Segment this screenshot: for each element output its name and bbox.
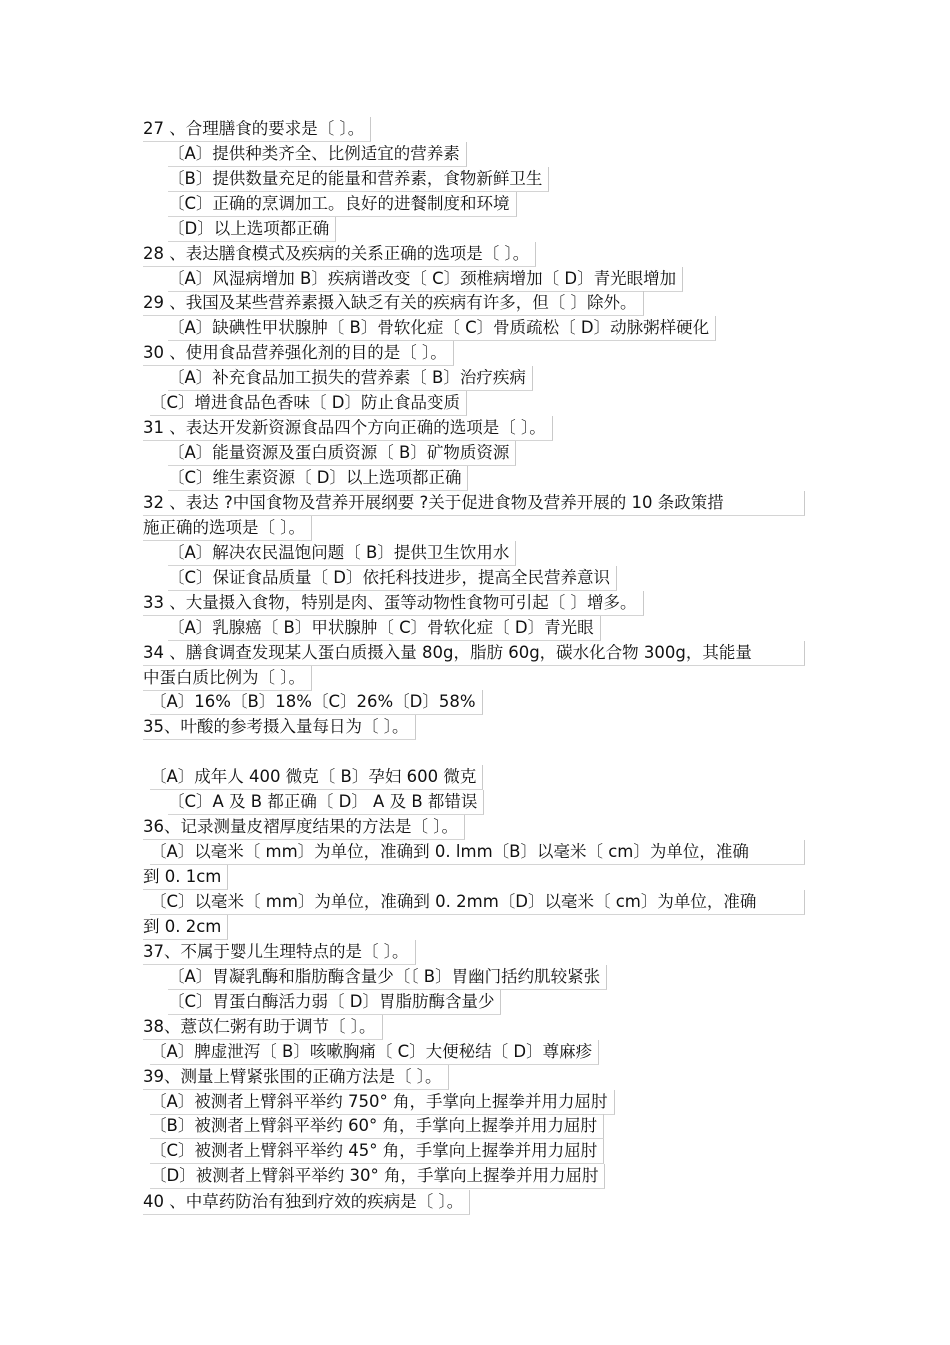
question-33: 33 、大量摄入食物，特别是肉、蛋等动物性食物可引起〔 〕增多。: [143, 591, 644, 616]
question-36: 36、记录测量皮褶厚度结果的方法是〔 〕。: [143, 815, 465, 840]
q39-option-a: 〔A〕被测者上臂斜平举约 750° 角，手掌向上握拳并用力屈肘: [150, 1090, 615, 1115]
q32-options-cd: 〔C〕保证食品质量〔 D〕依托科技进步，提高全民营养意识: [168, 566, 617, 591]
question-38: 38、薏苡仁粥有助于调节〔 〕。: [143, 1015, 383, 1040]
q27-option-c: 〔C〕正确的烹调加工。良好的进餐制度和环境: [168, 192, 517, 217]
q39-option-c: 〔C〕被测者上臂斜平举约 45° 角，手掌向上握拳并用力屈肘: [150, 1139, 604, 1164]
q28-options: 〔A〕风湿病增加 B〕疾病谱改变〔 C〕颈椎病增加〔 D〕青光眼增加: [168, 267, 683, 292]
q32-options-ab: 〔A〕解决农民温饱问题〔 B〕提供卫生饮用水: [168, 541, 516, 566]
question-39: 39、测量上臂紧张围的正确方法是〔 〕。: [143, 1065, 449, 1090]
question-29: 29 、我国及某些营养素摄入缺乏有关的疾病有许多，但〔 〕除外。: [143, 291, 644, 316]
q33-options: 〔A〕乳腺癌〔 B〕甲状腺肿〔 C〕骨软化症〔 D〕青光眼: [168, 616, 601, 641]
question-34: 34 、膳食调查发现某人蛋白质摄入量 80g，脂肪 60g，碳水化合物 300g，其能量: [143, 641, 805, 666]
question-35: 35、叶酸的参考摄入量每日为〔 〕。: [143, 715, 416, 740]
q39-option-d: 〔D〕被测者上臂斜平举约 30° 角，手掌向上握拳并用力屈肘: [150, 1164, 605, 1189]
q37-options-cd: 〔C〕胃蛋白酶活力弱〔 D〕胃脂肪酶含量少: [168, 990, 501, 1015]
q34-options: 〔A〕16%〔B〕18%〔C〕26%〔D〕58%: [150, 690, 483, 715]
question-32: 32 、表达 ?中国食物及营养开展纲要 ?关于促进食物及营养开展的 10 条政策措: [143, 491, 805, 516]
question-27: 27 、合理膳食的要求是〔 〕。: [143, 117, 371, 142]
question-37: 37、不属于婴儿生理特点的是〔 〕。: [143, 940, 416, 965]
q35-options-cd: 〔C〕A 及 B 都正确〔 D〕 A 及 B 都错误: [168, 790, 484, 815]
q31-options-ab: 〔A〕能量资源及蛋白质资源〔 B〕矿物质资源: [168, 441, 516, 466]
q31-options-cd: 〔C〕维生素资源〔 D〕以上选项都正确: [168, 466, 468, 491]
q37-options-ab: 〔A〕胃凝乳酶和脂肪酶含量少〔〔 B〕胃幽门括约肌较紧张: [168, 965, 607, 990]
q36-options-ab-cont: 到 0. 1cm: [143, 865, 228, 890]
q38-options: 〔A〕脾虚泄泻〔 B〕咳嗽胸痛〔 C〕大便秘结〔 D〕尊麻疹: [150, 1040, 599, 1065]
q30-options-cd: 〔C〕增进食品色香味〔 D〕防止食品变质: [150, 391, 467, 416]
q35-options-ab: 〔A〕成年人 400 微克〔 B〕孕妇 600 微克: [150, 765, 483, 790]
question-30: 30 、使用食品营养强化剂的目的是〔 〕。: [143, 341, 454, 366]
question-28: 28 、表达膳食模式及疾病的关系正确的选项是〔 〕。: [143, 242, 536, 267]
q29-options: 〔A〕缺碘性甲状腺肿〔 B〕骨软化症〔 C〕骨质疏松〔 D〕动脉粥样硬化: [168, 316, 716, 341]
q27-option-d: 〔D〕以上选项都正确: [168, 217, 336, 242]
q36-options-ab: 〔A〕以毫米〔 mm〕为单位，准确到 0. lmm〔B〕以毫米〔 cm〕为单位，准确: [150, 840, 805, 865]
question-34-cont: 中蛋白质比例为〔 〕。: [143, 666, 312, 691]
q36-options-cd-cont: 到 0. 2cm: [143, 915, 228, 940]
q36-options-cd: 〔C〕以毫米〔 mm〕为单位，准确到 0. 2mm〔D〕以毫米〔 cm〕为单位，准确: [150, 890, 805, 915]
q27-option-a: 〔A〕提供种类齐全、比例适宜的营养素: [168, 142, 467, 167]
q27-option-b: 〔B〕提供数量充足的能量和营养素，食物新鲜卫生: [168, 167, 549, 192]
question-32-cont: 施正确的选项是〔 〕。: [143, 516, 312, 541]
question-40: 40 、中草药防治有独到疗效的疾病是〔 〕。: [143, 1190, 470, 1215]
q39-option-b: 〔B〕被测者上臂斜平举约 60° 角，手掌向上握拳并用力屈肘: [150, 1114, 604, 1139]
q30-options-ab: 〔A〕补充食品加工损失的营养素〔 B〕治疗疾病: [168, 366, 533, 391]
question-31: 31 、表达开发新资源食品四个方向正确的选项是〔 〕。: [143, 416, 553, 441]
